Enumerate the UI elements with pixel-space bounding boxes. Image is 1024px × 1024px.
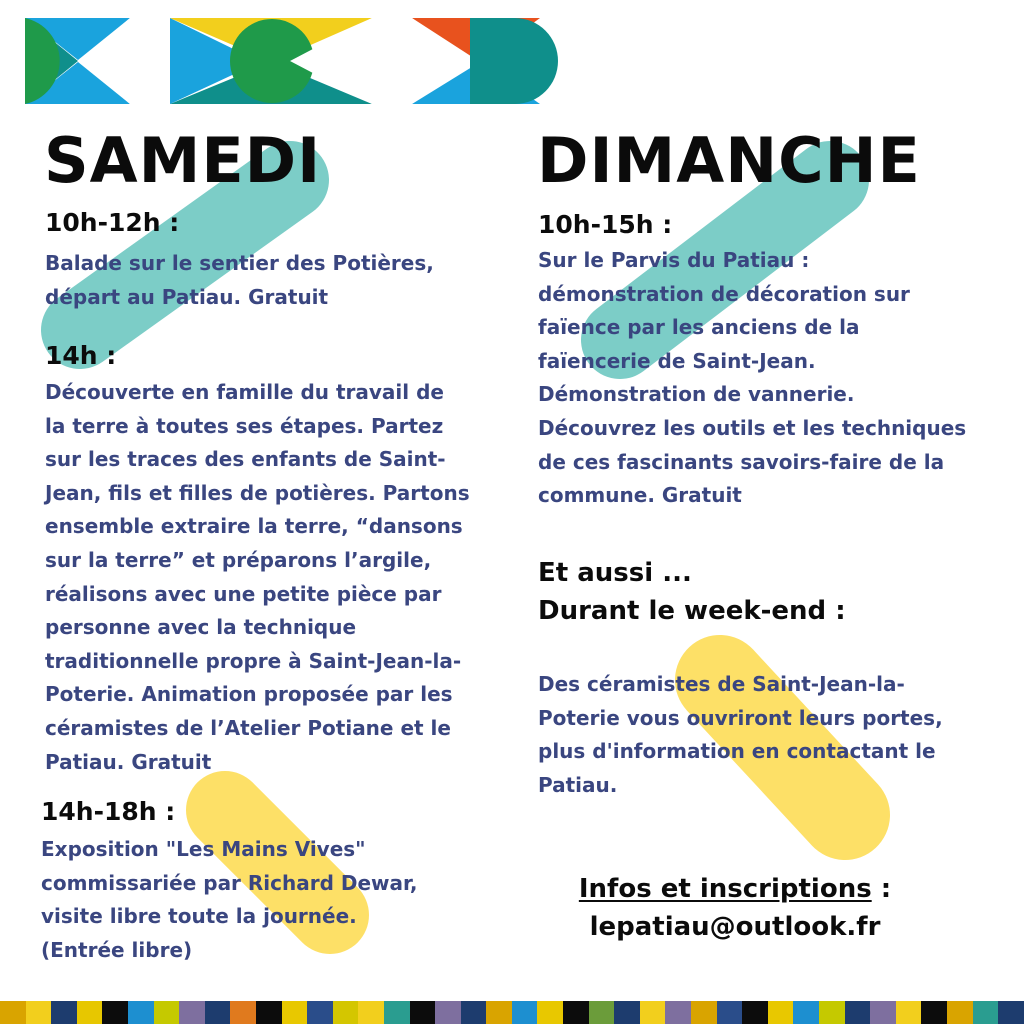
stripe-segment	[973, 1001, 999, 1024]
stripe-segment	[742, 1001, 768, 1024]
text-line: Démonstration de vannerie.	[538, 382, 855, 407]
stripe-segment	[691, 1001, 717, 1024]
stripe-segment	[26, 1001, 52, 1024]
also-line-2: Durant le week-end :	[538, 596, 846, 626]
stripe-segment	[665, 1001, 691, 1024]
stripe-segment	[307, 1001, 333, 1024]
text-line: visite libre toute la journée.	[41, 904, 357, 929]
stripe-segment	[435, 1001, 461, 1024]
text-line: la terre à toutes ses étapes. Partez	[45, 413, 444, 438]
stripe-segment	[870, 1001, 896, 1024]
stripe-segment	[256, 1001, 282, 1024]
text-line: Poterie. Animation proposée par les	[45, 682, 453, 707]
sunday-slot1-text	[538, 244, 998, 513]
stripe-segment	[589, 1001, 615, 1024]
stripe-segment	[793, 1001, 819, 1024]
text-line: traditionnelle propre à Saint-Jean-la-	[45, 648, 462, 673]
stripe-segment	[768, 1001, 794, 1024]
stripe-segment	[384, 1001, 410, 1024]
stripe-segment	[563, 1001, 589, 1024]
stripe-segment	[102, 1001, 128, 1024]
text-line: ensemble extraire la terre, “dansons	[45, 514, 463, 539]
saturday-slot2-text	[45, 376, 497, 779]
text-line: départ au Patiau. Gratuit	[45, 284, 329, 309]
info-label: Infos et inscriptions	[578, 874, 872, 904]
text-line: personne avec la technique	[45, 615, 357, 640]
stripe-segment	[128, 1001, 154, 1024]
stripe-segment	[282, 1001, 308, 1024]
stripe-segment	[537, 1001, 563, 1024]
stripe-segment	[179, 1001, 205, 1024]
info-heading	[530, 870, 940, 908]
text-line: (Entrée libre)	[41, 937, 193, 962]
stripe-segment	[640, 1001, 666, 1024]
stripe-segment	[845, 1001, 871, 1024]
text-line: réalisons avec une petite pièce par	[45, 581, 442, 606]
stripe-segment	[614, 1001, 640, 1024]
sunday-slot1-time: 10h-15h :	[538, 210, 673, 239]
sunday-title: DIMANCHE	[537, 124, 921, 197]
text-line: Exposition "Les Mains Vives"	[41, 837, 366, 861]
text-line: démonstration de décoration sur	[538, 281, 910, 306]
stripe-segment	[896, 1001, 922, 1024]
text-line: Patiau.	[538, 772, 618, 797]
info-colon: :	[871, 874, 892, 904]
saturday-slot2-time: 14h :	[45, 341, 117, 370]
text-line: Découvrez les outils et les techniques	[538, 415, 967, 440]
text-line: céramistes de l’Atelier Potiane et le	[45, 715, 451, 740]
saturday-slot3-time: 14h-18h :	[41, 797, 176, 826]
text-line: plus d'information en contactant le	[538, 739, 936, 764]
color-stripe	[0, 1001, 1024, 1024]
stripe-segment	[358, 1001, 384, 1024]
also-heading	[538, 554, 846, 630]
also-line-1: Et aussi ...	[538, 558, 692, 588]
stripe-segment	[77, 1001, 103, 1024]
text-line: de ces fascinants savoirs-faire de la	[538, 449, 945, 474]
stripe-segment	[461, 1001, 487, 1024]
stripe-segment	[819, 1001, 845, 1024]
stripe-segment	[154, 1001, 180, 1024]
text-line: Patiau. Gratuit	[45, 749, 212, 774]
contact-email[interactable]: lepatiau@outlook.fr	[589, 912, 881, 942]
stripe-segment	[947, 1001, 973, 1024]
text-line: faïence par les anciens de la	[538, 315, 860, 340]
logo-pattern	[25, 18, 558, 104]
text-line: sur les traces des enfants de Saint-	[45, 447, 446, 472]
saturday-slot1-text	[45, 247, 497, 314]
stripe-segment	[51, 1001, 77, 1024]
stripe-segment	[205, 1001, 231, 1024]
saturday-slot3-text	[41, 833, 493, 967]
info-block	[530, 870, 940, 946]
stripe-segment	[333, 1001, 359, 1024]
text-line: faïencerie de Saint-Jean.	[538, 348, 816, 373]
stripe-segment	[0, 1001, 26, 1024]
stripe-segment	[717, 1001, 743, 1024]
stripe-segment	[512, 1001, 538, 1024]
text-line: Découverte en famille du travail de	[45, 380, 444, 404]
saturday-title: SAMEDI	[44, 124, 322, 197]
stripe-segment	[410, 1001, 436, 1024]
stripe-segment	[230, 1001, 256, 1024]
text-line: sur la terre” et préparons l’argile,	[45, 547, 432, 572]
text-line: Sur le Parvis du Patiau :	[538, 248, 810, 272]
text-line: commune. Gratuit	[538, 483, 742, 508]
text-line: Des céramistes de Saint-Jean-la-	[538, 672, 905, 696]
text-line: commissariée par Richard Dewar,	[41, 870, 418, 895]
stripe-segment	[486, 1001, 512, 1024]
stripe-segment	[998, 1001, 1024, 1024]
saturday-slot1-time: 10h-12h :	[45, 208, 180, 237]
text-line: Poterie vous ouvriront leurs portes,	[538, 705, 943, 730]
stripe-segment	[921, 1001, 947, 1024]
text-line: Balade sur le sentier des Potières,	[45, 251, 434, 275]
text-line: Jean, fils et filles de potières. Partons	[45, 480, 470, 505]
also-text	[538, 668, 998, 802]
